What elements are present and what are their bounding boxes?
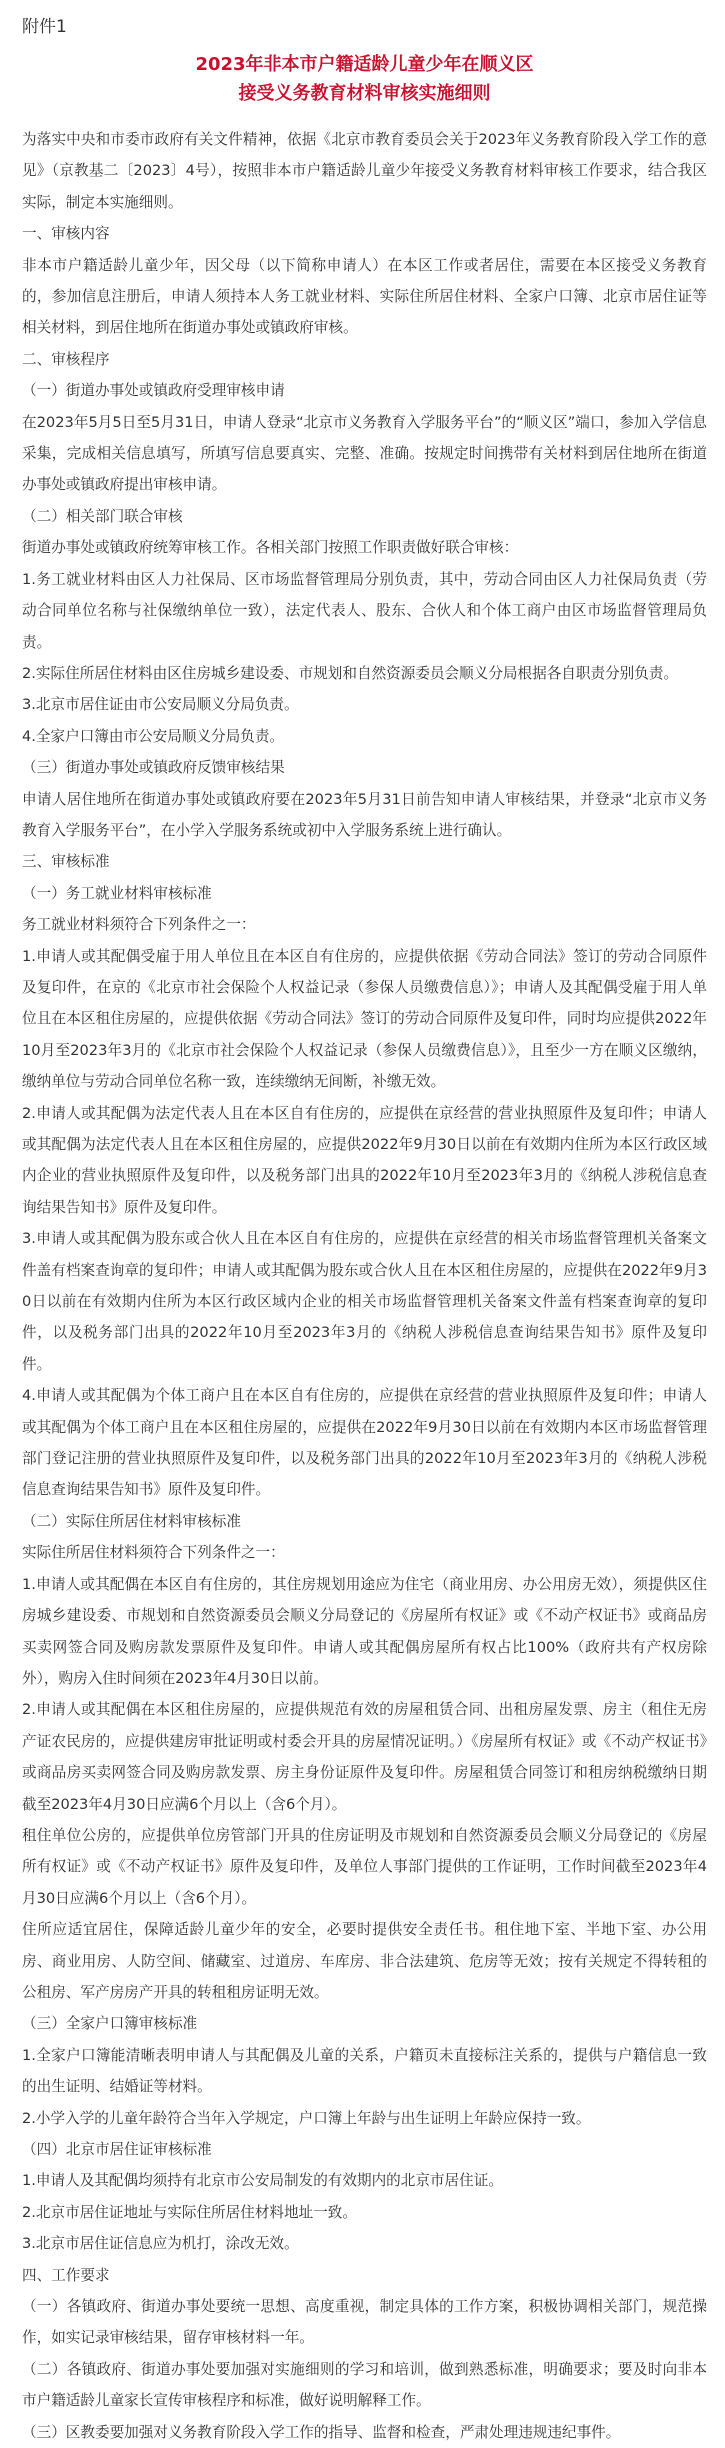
- paragraph: 二、审核程序: [22, 350, 110, 368]
- attachment-label: 附件1: [22, 17, 67, 37]
- paragraph: 一、审核内容: [22, 225, 110, 243]
- paragraph: （二）各镇政府、街道办事处要加强对实施细则的学习和培训，做到熟悉标准，明确要求；要及时向非本市户籍适龄儿童家长宣传审核程序和标准，做好说明解释工作。: [22, 2360, 707, 2410]
- paragraph: 4.申请人或其配偶为个体工商户且在本区自有住房的，应提供在京经营的营业执照原件及复印件；申请人或其配偶为个体工商户且在本区租住房屋的，应提供在2022年9月30日以前在有效期内本区市场监督管理部门登记注册的营业执照原件及复印件，以及税务部门出具的2022年10月至2023年3月的《纳税人涉税信息查询结果告知书》原件及复印件。: [22, 1387, 707, 1499]
- paragraph: 三、审核标准: [22, 853, 110, 871]
- document-title: [22, 50, 707, 108]
- paragraph: 申请人居住地所在街道办事处或镇政府要在2023年5月31日前告知申请人审核结果，并登录“北京市义务教育入学服务平台”，在小学入学服务系统或初中入学服务系统上进行确认。: [22, 790, 707, 839]
- paragraph: （一）各镇政府、街道办事处要统一思想、高度重视，制定具体的工作方案，积极协调相关部门，规范操作，如实记录审核结果，留存审核材料一年。: [22, 2298, 707, 2347]
- paragraph: 1.务工就业材料由区人力社保局、区市场监督管理局分别负责，其中，劳动合同由区人力社保局负责（劳动合同单位名称与社保缴纳单位一致），法定代表人、股东、合伙人和个体工商户由区市场监督管理局负责。: [22, 570, 707, 651]
- paragraph: 3.申请人或其配偶为股东或合伙人且在本区自有住房的，应提供在京经营的相关市场监督管理机关备案文件盖有档案查询章的复印件；申请人或其配偶为股东或合伙人且在本区租住房屋的，应提供在2022年9月30日以前在有效期内住所为本区行政区域内企业的相关市场监督管理机关备案文件盖有档案查询章的复印件，以及税务部门出具的2022年10月至2023年3月的《纳税人涉税信息查询结果告知书》原件及复印件。: [22, 1230, 707, 1373]
- paragraph: （三）全家户口簿审核标准: [22, 2015, 198, 2033]
- paragraph: 租住单位公房的，应提供单位房管部门开具的住房证明及市规划和自然资源委员会顺义分局登记的《房屋所有权证》或《不动产权证书》原件及复印件，及单位人事部门提供的工作证明，工作时间截至2023年4月30日应满6个月以上（含6个月）。: [22, 1826, 707, 1907]
- paragraph: 非本市户籍适龄儿童少年，因父母（以下简称申请人）在本区工作或者居住，需要在本区接受义务教育的，参加信息注册后，申请人须持本人务工就业材料、实际住所居住材料、全家户口簿、北京市居住证等相关材料，到居住地所在街道办事处或镇政府审核。: [22, 256, 707, 337]
- paragraph: 在2023年5月5日至5月31日，申请人登录“北京市义务教育入学服务平台”的“顺义区”端口，参加入学信息采集，完成相关信息填写，所填写信息要真实、完整、准确。按规定时间携带有关材料到居住地所在街道办事处或镇政府提出审核申请。: [22, 413, 707, 494]
- title-line-1: 2023年非本市户籍适龄儿童少年在顺义区: [195, 54, 534, 75]
- paragraph: （四）北京市居住证审核标准: [22, 2141, 212, 2158]
- paragraph: 为落实中央和市委市政府有关文件精神，依据《北京市教育委员会关于2023年义务教育阶段入学工作的意见》（京教基二〔2023〕4号），按照非本市户籍适龄儿童少年接受义务教育材料审核工作要求，结合我区实际，制定本实施细则。: [22, 131, 707, 211]
- paragraph: 3.北京市居住证信息应为机打，涂改无效。: [22, 2235, 299, 2253]
- paragraph: （二）实际住所居住材料审核标准: [22, 1512, 241, 1530]
- paragraph: 2.北京市居住证地址与实际住所居住材料地址一致。: [22, 2203, 357, 2221]
- paragraph: 四、工作要求: [22, 2266, 110, 2284]
- paragraph: 务工就业材料须符合下列条件之一：: [22, 916, 256, 934]
- paragraph: 2.小学入学的儿童年龄符合当年入学规定，户口簿上年龄与出生证明上年龄应保持一致。: [22, 2109, 591, 2127]
- paragraph: （三）街道办事处或镇政府反馈审核结果: [22, 759, 285, 777]
- paragraph: 2.申请人或其配偶为法定代表人且在本区自有住房的，应提供在京经营的营业执照原件及复印件；申请人或其配偶为法定代表人且在本区租住房屋的，应提供2022年9月30日以前在有效期内住所为本区行政区域内企业的营业执照原件及复印件，以及税务部门出具的2022年10月至2023年3月的《纳税人涉税信息查询结果告知书》原件及复印件。: [22, 1104, 707, 1216]
- paragraph: 住所应适宜居住，保障适龄儿童少年的安全，必要时提供安全责任书。租住地下室、半地下室、办公用房、商业用房、人防空间、储藏室、过道房、车库房、非合法建筑、危房等无效；按有关规定不得转租的公租房、军产房房产开具的转租租房证明无效。: [22, 1921, 707, 2001]
- paragraph: （一）街道办事处或镇政府受理审核申请: [22, 382, 285, 400]
- paragraph: 实际住所居住材料须符合下列条件之一：: [22, 1544, 285, 1562]
- paragraph: 1.申请人或其配偶在本区自有住房的，其住房规划用途应为住宅（商业用房、办公用房无效），须提供区住房城乡建设委、市规划和自然资源委员会顺义分局登记的《房屋所有权证》或《不动产权证书》或商品房买卖网签合同及购房款发票原件及复印件。申请人或其配偶房屋所有权占比100%（政府共有产权房除外），购房入住时间须在2023年4月30日以前。: [22, 1575, 707, 1687]
- paragraph: 街道办事处或镇政府统筹审核工作。各相关部门按照工作职责做好联合审核：: [22, 539, 519, 557]
- paragraph: 4.全家户口簿由市公安局顺义分局负责。: [22, 727, 285, 745]
- paragraph: （三）区教委要加强对义务教育阶段入学工作的指导、监督和检查，严肃处理违规违纪事件。: [22, 2423, 621, 2441]
- paragraph: 2.实际住所居住材料由区住房城乡建设委、市规划和自然资源委员会顺义分局根据各自职责分别负责。: [22, 664, 679, 682]
- paragraph: 1.申请人及其配偶均须持有北京市公安局制发的有效期内的北京市居住证。: [22, 2172, 503, 2190]
- paragraph: 2.申请人或其配偶在本区租住房屋的，应提供规范有效的房屋租赁合同、出租房屋发票、房主（租住无房产证农民房的，应提供建房审批证明或村委会开具的房屋情况证明。）《房屋所有权证》或《不动产权证书》或商品房买卖网签合同及购房款发票、房主身份证原件及复印件。房屋租赁合同签订和租房纳税缴纳日期截至2023年4月30日应满6个月以上（含6个月）。: [22, 1701, 707, 1813]
- title-line-2: 接受义务教育材料审核实施细则: [238, 83, 491, 104]
- paragraph: 1.全家户口簿能清晰表明申请人与其配偶及儿童的关系，户籍页未直接标注关系的，提供与户籍信息一致的出生证明、结婚证等材料。: [22, 2046, 707, 2096]
- paragraph: （一）务工就业材料审核标准: [22, 884, 212, 902]
- paragraph: （二）相关部门联合审核: [22, 507, 183, 525]
- paragraph: 1.申请人或其配偶受雇于用人单位且在本区自有住房的，应提供依据《劳动合同法》签订的劳动合同原件及复印件，在京的《北京市社会保险个人权益记录（参保人员缴费信息）》；申请人及其配偶受雇于用人单位且在本区租住房屋的，应提供依据《劳动合同法》签订的劳动合同原件及复印件，同时均应提供2022年10月至2023年3月的《北京市社会保险个人权益记录（参保人员缴费信息）》，且至少一方在顺义区缴纳，缴纳单位与劳动合同单位名称一致，连续缴纳无间断，补缴无效。: [22, 947, 707, 1091]
- document-body: [22, 124, 707, 2448]
- paragraph: 3.北京市居住证由市公安局顺义分局负责。: [22, 696, 299, 714]
